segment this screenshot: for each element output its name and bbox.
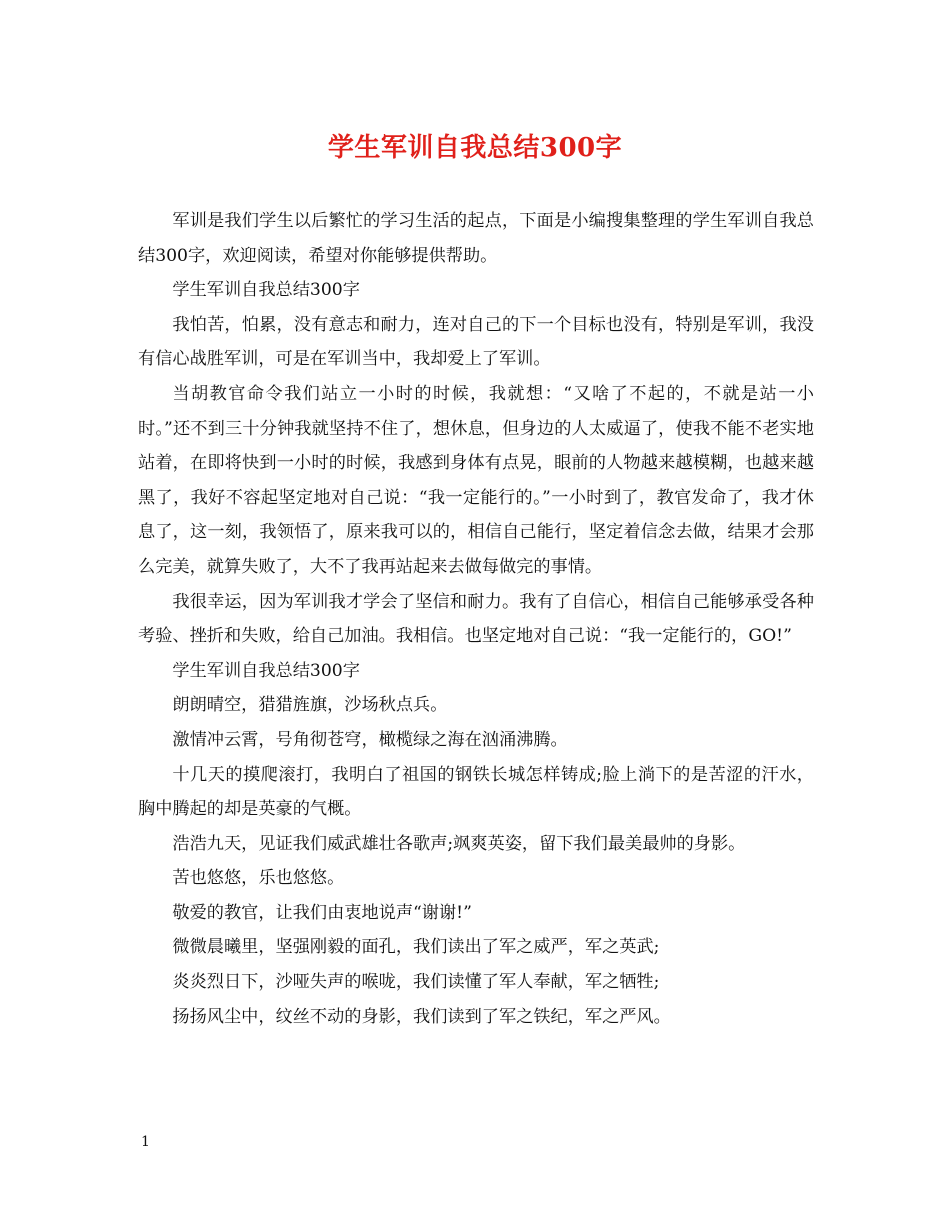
section-heading: 学生军训自我总结300字 xyxy=(172,660,360,681)
paragraph: 炎炎烈日下，沙哑失声的喉咙，我们读懂了军人奉献，军之牺牲; xyxy=(172,972,660,993)
paragraph: 苦也悠悠，乐也悠悠。 xyxy=(172,868,345,889)
paragraph-intro: 军训是我们学生以后繁忙的学习生活的起点，下面是小编搜集整理的学生军训自我总结300字，欢迎阅读，希望对你能够提供帮助。 xyxy=(138,211,814,266)
section-heading: 学生军训自我总结300字 xyxy=(172,280,360,301)
paragraph: 浩浩九天，见证我们威武雄壮各歌声;飒爽英姿，留下我们最美最帅的身影。 xyxy=(172,833,746,854)
paragraph: 我怕苦，怕累，没有意志和耐力，连对自己的下一个目标也没有，特别是军训，我没有信心战胜军训，可是在军训当中，我却爱上了军训。 xyxy=(138,314,814,370)
document-title: 学生军训自我总结300字 xyxy=(327,133,623,163)
paragraph: 朗朗晴空，猎猎旌旗，沙场秋点兵。 xyxy=(172,695,448,716)
paragraph: 敬爱的教官，让我们由衷地说声“谢谢!” xyxy=(172,902,472,923)
paragraph: 我很幸运，因为军训我才学会了坚信和耐力。我有了自信心，相信自己能够承受各种考验、挫折和失败，给自己加油。我相信。也坚定地对自己说：“我一定能行的，GO!” xyxy=(138,591,814,647)
paragraph: 微微晨曦里，坚强刚毅的面孔，我们读出了军之威严，军之英武; xyxy=(172,937,660,958)
paragraph: 扬扬风尘中，纹丝不动的身影，我们读到了军之铁纪，军之严风。 xyxy=(172,1006,671,1027)
paragraph: 当胡教官命令我们站立一小时的时候，我就想：“又啥了不起的，不就是站一小时。”还不到三十分钟我就坚持不住了，想休息，但身边的人太威逼了，使我不能不老实地站着，在即将快到一小时的时候，我感到身体有点晃，眼前的人物越来越模糊，也越来越黑了，我好不容起坚定地对自己说：“我一定能行的。”一小时到了，教官发命了，我才休息了，这一刻，我领悟了，原来我可以的，相信自己能行，坚定着信念去做，结果才会那么完美，就算失败了，大不了我再站起来去做每做完的事情。 xyxy=(138,383,814,577)
page-number: 1 xyxy=(141,1134,150,1150)
document-body xyxy=(138,204,814,1034)
paragraph: 激情冲云霄，号角彻苍穹，橄榄绿之海在汹涌沸腾。 xyxy=(172,729,568,750)
paragraph: 十几天的摸爬滚打，我明白了祖国的钢铁长城怎样铸成;脸上淌下的是苦涩的汗水，胸中腾起的却是英豪的气概。 xyxy=(138,764,814,820)
